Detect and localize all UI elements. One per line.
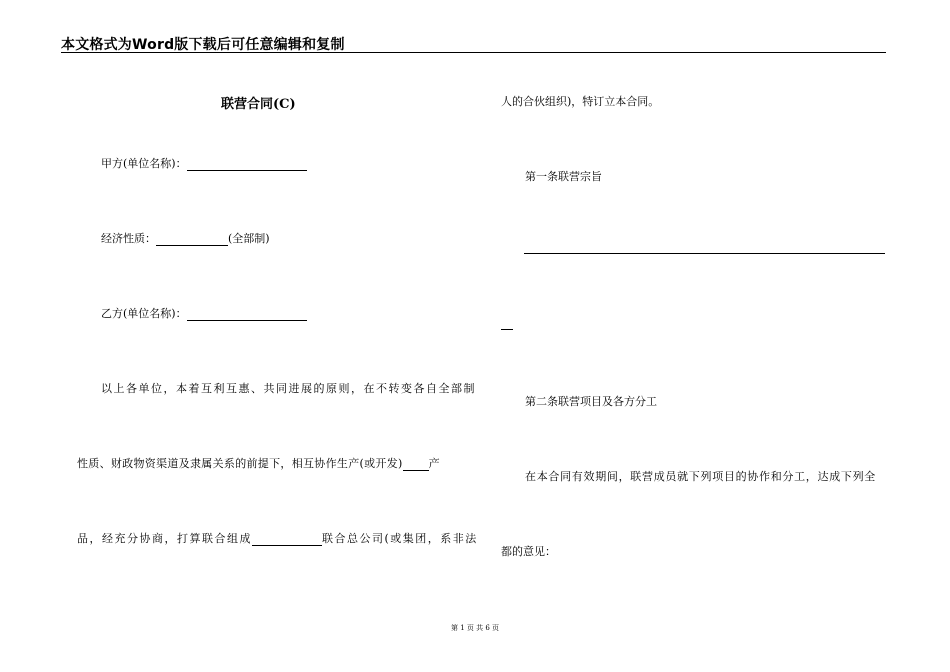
nature-label: 经济性质： <box>101 232 156 245</box>
para1-end: 人的合伙组织)，特订立本合同。 <box>501 95 660 108</box>
para1-line3-end: 联合总公司(或集团，系非法 <box>322 532 478 545</box>
party-b-label: 乙方(单位名称)： <box>101 307 187 320</box>
article1-blank-line <box>524 253 885 254</box>
article1-title: 第一条联营宗旨 <box>525 170 602 183</box>
header-divider <box>61 52 886 53</box>
para1-line2-end: 产 <box>428 457 440 470</box>
nature-suffix: (全部制) <box>228 232 270 245</box>
document-title: 联营合同(C) <box>221 97 296 112</box>
party-a-line <box>101 155 307 171</box>
company-name-blank <box>252 534 322 546</box>
page-footer: 第 1 页 共 6 页 <box>450 624 500 632</box>
para1-line2-text: 性质、财政物资渠道及隶属关系的前提下，相互协作生产(或开发) <box>77 457 403 470</box>
party-b-blank <box>187 309 307 321</box>
party-b-line <box>101 305 307 321</box>
party-a-blank <box>187 159 307 171</box>
article1-blank-line-end <box>501 329 513 330</box>
para2-line1: 在本合同有效期间，联营成员就下列项目的协作和分工，达成下列全 <box>525 470 876 483</box>
nature-blank <box>156 234 228 246</box>
para2-line2: 都的意见： <box>501 545 556 558</box>
para1-line1: 以上各单位，本着互利互惠、共同进展的原则，在不转变各自全部制 <box>101 382 476 395</box>
para1-line2 <box>77 455 440 471</box>
nature-line <box>101 230 270 246</box>
product-blank <box>403 459 429 471</box>
article2-title: 第二条联营项目及各方分工 <box>525 395 657 408</box>
para1-line3-text: 品，经充分协商，打算联合组成 <box>77 532 252 545</box>
party-a-label: 甲方(单位名称)： <box>101 157 187 170</box>
header-title: 本文格式为Word版下载后可任意编辑和复制 <box>61 37 345 53</box>
para1-line3 <box>77 530 478 546</box>
